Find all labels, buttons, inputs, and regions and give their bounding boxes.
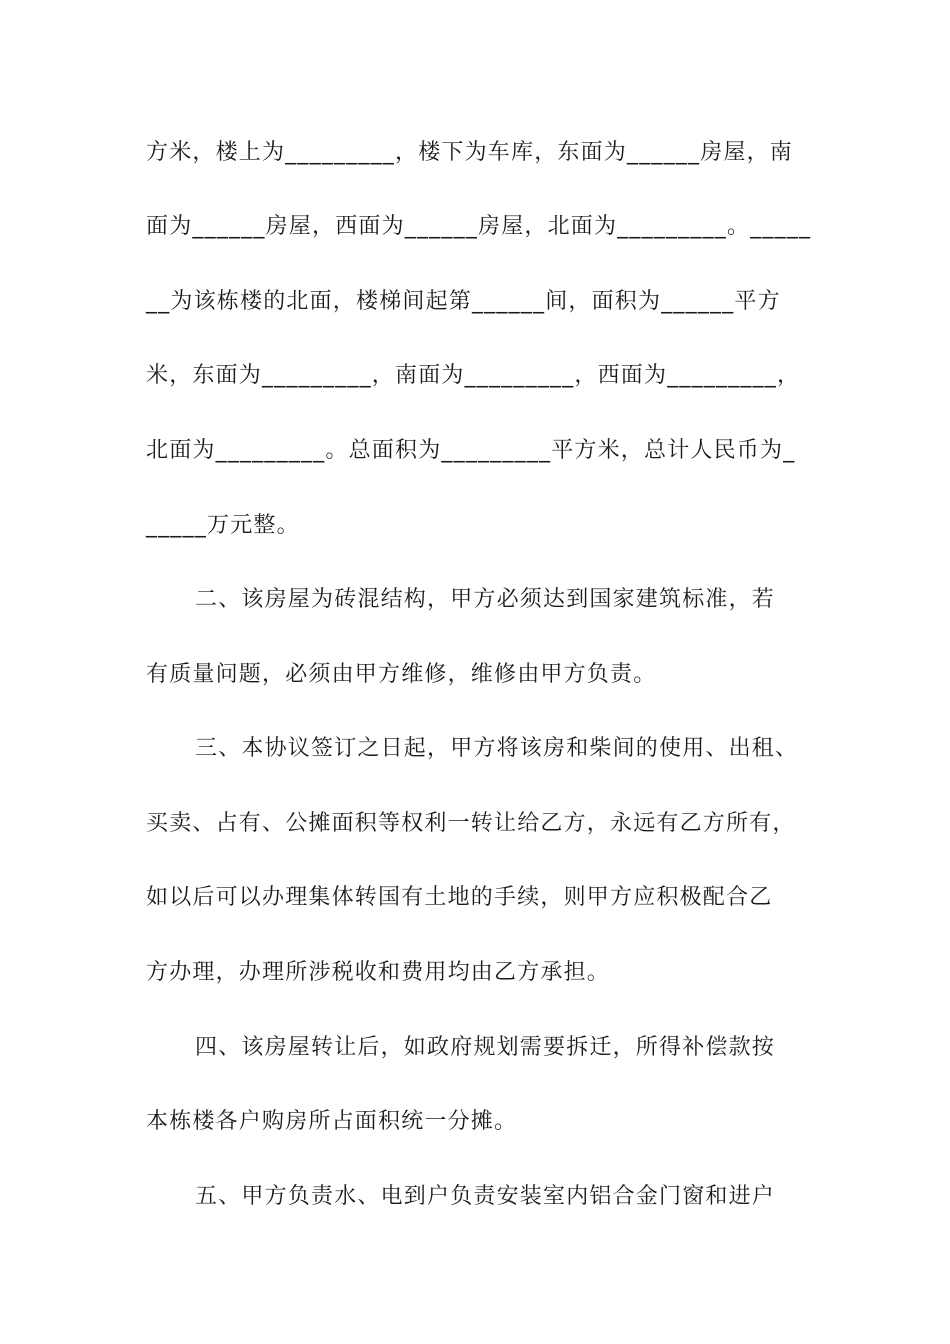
text-line: 如以后可以办理集体转国有土地的手续，则甲方应积极配合乙 — [146, 885, 773, 910]
paragraph-2-line: 二、该房屋为砖混结构，甲方必须达到国家建筑标准，若 — [195, 587, 776, 612]
text-line: 买卖、占有、公摊面积等权利一转让给乙方，永远有乙方所有， — [146, 811, 796, 836]
text-line: _____万元整。 — [146, 513, 300, 538]
text-line: 本栋楼各户购房所占面积统一分摊。 — [146, 1109, 518, 1134]
text-line: __为该栋楼的北面，楼梯间起第______间，面积为______平方 — [146, 289, 781, 314]
text-line: 有质量问题，必须由甲方维修，维修由甲方负责。 — [146, 662, 657, 687]
paragraph-4-line: 四、该房屋转让后，如政府规划需要拆迁，所得补偿款按 — [195, 1035, 776, 1060]
text-line: 米，东面为_________，南面为_________，西面为_________， — [146, 363, 801, 388]
text-line: 方办理，办理所涉税收和费用均由乙方承担。 — [146, 960, 611, 985]
paragraph-3-line: 三、本协议签订之日起，甲方将该房和柴间的使用、出租、 — [195, 736, 799, 761]
text-line: 北面为_________。总面积为_________平方米，总计人民币为_ — [146, 438, 796, 463]
text-line: 方米，楼上为_________，楼下为车库，东面为______房屋，南 — [146, 140, 794, 165]
text-line: 面为______房屋，西面为______房屋，北面为_________。_____ — [146, 214, 812, 239]
paragraph-5-line: 五、甲方负责水、电到户负责安装室内铝合金门窗和进户 — [195, 1184, 776, 1209]
